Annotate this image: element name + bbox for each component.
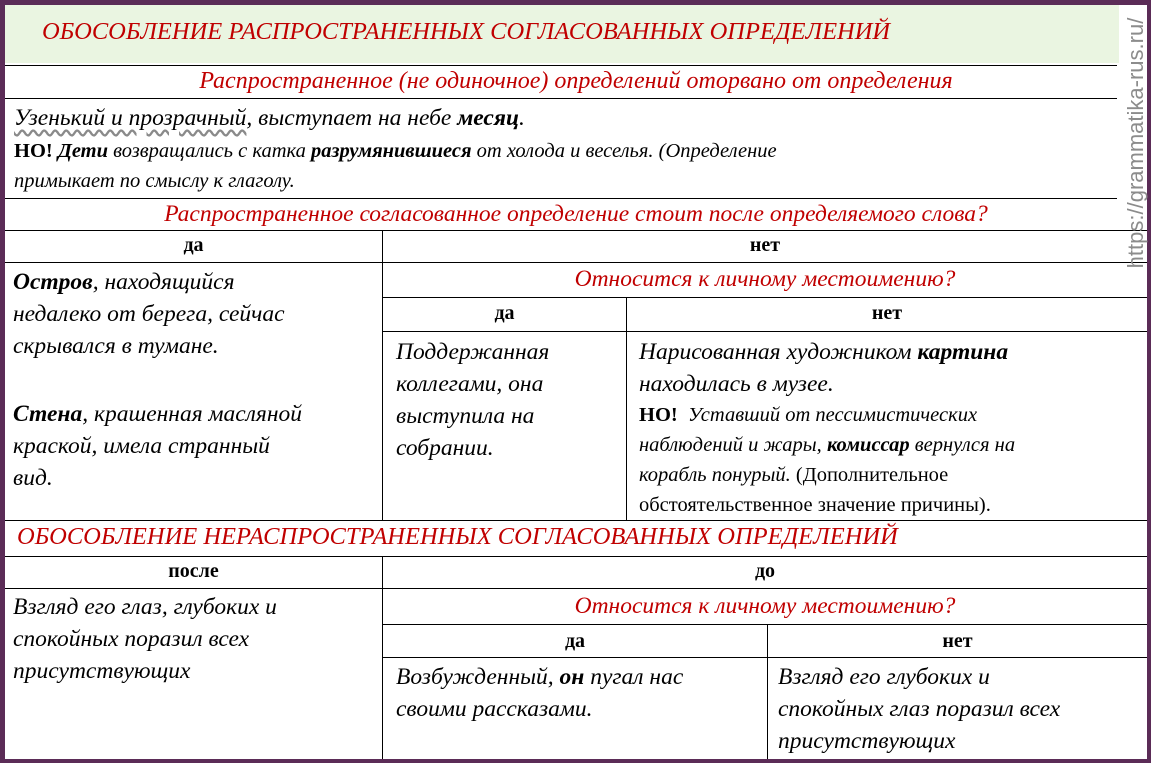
question-heading: Распространенное согласованное определение стоит после определяемого слова?	[164, 201, 988, 227]
but-label: НО!	[14, 140, 53, 162]
sub-question: Относится к личному местоимению?	[574, 266, 956, 292]
yes-example-1: Остров, находящийся недалеко от берега, сейчас скрывался в тумане.	[13, 269, 285, 359]
after-header: после	[168, 560, 219, 582]
but-line-2: примыкает по смыслу к глаголу.	[14, 170, 295, 192]
section1-title-bar	[5, 5, 1119, 63]
sub-yes-header-2: да	[564, 630, 586, 652]
rule-sheet	[5, 5, 1147, 759]
no-header: нет	[749, 234, 781, 256]
before-header: до	[754, 560, 776, 582]
sub-no-header-2: нет	[942, 630, 973, 652]
sub-question-2: Относится к личному местоимению?	[574, 593, 956, 619]
but-line: НО! Дети возвращались с катка разрумянившиеся от холода и веселья. (Определение	[14, 140, 777, 162]
sub-yes-header: да	[494, 302, 515, 324]
example-subject: месяц	[457, 105, 520, 131]
after-example: Взгляд его глаз, глубоких и спокойных поразил всех присутствующих	[13, 594, 277, 684]
section1-title: ОБОСОБЛЕНИЕ РАСПРОСТРАНЕННЫХ СОГЛАСОВАННЫХ ОПРЕДЕЛЕНИЙ	[42, 18, 891, 45]
noun-example: Нарисованная художником картина находилась в музее.	[639, 339, 1009, 397]
sub-no-header: нет	[871, 302, 903, 324]
section2-title: ОБОСОБЛЕНИЕ НЕРАСПРОСТРАНЕННЫХ СОГЛАСОВАННЫХ ОПРЕДЕЛЕНИЙ	[17, 523, 898, 550]
watermark-url: https://grammatika-rus.ru/	[1123, 17, 1148, 268]
example-line: Узенький и прозрачный, выступает на небе месяц.	[14, 105, 525, 131]
noun-example-2: Взгляд его глубоких и спокойных глаз поразил всех присутствующих	[778, 664, 1061, 754]
yes-example-2: Стена, крашенная масляной краской, имела странный вид.	[13, 401, 303, 491]
watermark	[1121, 5, 1151, 280]
noun-but-example: НО! Уставший от пессимистических наблюдений и жары, комиссар вернулся на корабль понурый. (Дополнительное обстоятельственное значение причины).	[639, 404, 1016, 516]
pronoun-example-2: Возбужденный, он пугал нас своими рассказами.	[396, 664, 684, 722]
rule-heading: Распространенное (не одиночное) определений оторвано от определения	[199, 68, 953, 94]
pronoun-example: Поддержанная коллегами, она выступила на собрании.	[396, 339, 550, 461]
example-underlined: Узенький и прозрачный	[14, 105, 247, 131]
yes-header: да	[183, 234, 204, 256]
